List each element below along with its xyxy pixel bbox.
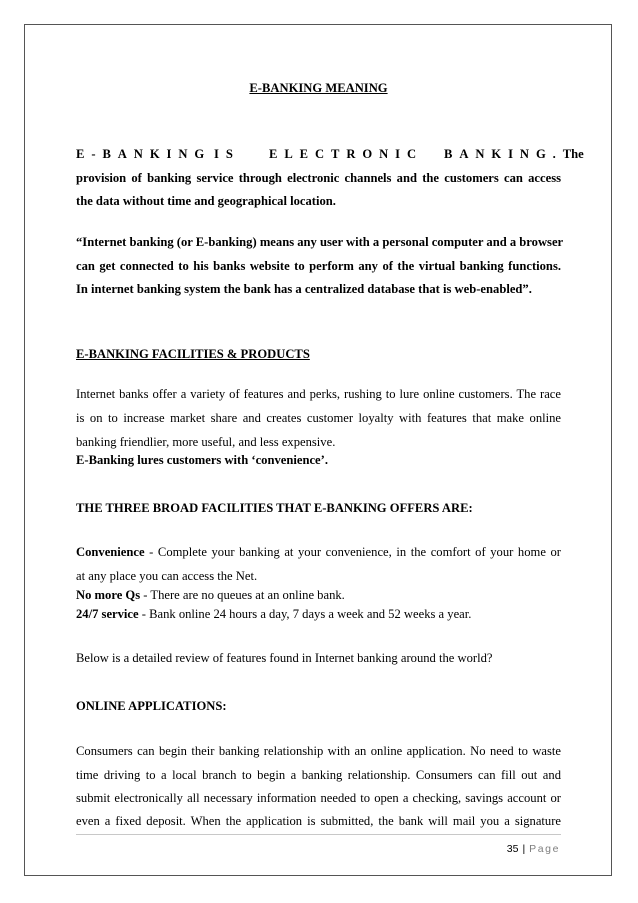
quote-line: can get connected to his banks website to perform any of the virtual banking functions. [76, 259, 561, 273]
review-line: Below is a detailed review of features found in Internet banking around the world? [76, 651, 493, 665]
para1-line: the data without time and geographical location. [76, 194, 336, 208]
page-footer [507, 843, 560, 855]
ebanking-definition-line [76, 147, 584, 162]
quote-line: In internet banking system the bank has a centralized database that is web-enabled”. [76, 282, 532, 296]
para3-line: Consumers can begin their banking relationship with an online application. No need to waste [76, 744, 561, 758]
noqs-line: No more Qs - There are no queues at an online bank. [76, 588, 345, 602]
section-heading-facilities: E-BANKING FACILITIES & PRODUCTS [76, 347, 310, 361]
para3-line: time driving to a local branch to begin a banking relationship. Consumers can fill out and [76, 768, 561, 782]
service-label: 24/7 service [76, 607, 139, 621]
ebanking-token: IS [214, 147, 240, 161]
convenience-line: Convenience - Complete your banking at your convenience, in the comfort of your home or [76, 545, 561, 559]
para2-line: is on to increase market share and creates customer loyalty with features that make online [76, 411, 561, 425]
convenience-label: Convenience [76, 545, 145, 559]
page-number: 35 [506, 843, 519, 855]
para3-line: submit electronically all necessary information needed to open a checking, savings account or [76, 791, 561, 805]
footer-rule [76, 834, 561, 835]
para3-line: even a fixed deposit. When the application is submitted, the bank will mail you a signature [76, 814, 561, 828]
ebanking-token: ELECTRONIC [269, 147, 423, 161]
page-title: E-BANKING MEANING [249, 81, 388, 95]
ebanking-token-end: BANKING.The [444, 147, 584, 161]
para1-line: provision of banking service through electronic channels and the customers can access [76, 171, 561, 185]
service-line: 24/7 service - Bank online 24 hours a day, 7 days a week and 52 weeks a year. [76, 607, 472, 621]
footer-separator: | [522, 843, 526, 855]
section-heading-three-facilities: THE THREE BROAD FACILITIES THAT E-BANKING OFFERS ARE: [76, 501, 473, 515]
convenience-line-2: at any place you can access the Net. [76, 569, 258, 583]
section-heading-online: ONLINE APPLICATIONS: [76, 699, 227, 713]
para2-line: banking friendlier, more useful, and less expensive. [76, 435, 336, 449]
ebanking-token: E-BANKING [76, 147, 212, 161]
para2-line: Internet banks offer a variety of features and perks, rushing to lure online customers. The race [76, 387, 561, 401]
lures-line: E-Banking lures customers with ‘convenience’. [76, 453, 328, 467]
quote-line: “Internet banking (or E-banking) means any user with a personal computer and a browser [76, 235, 564, 249]
noqs-label: No more Qs [76, 588, 141, 602]
page-label: Page [529, 843, 560, 855]
